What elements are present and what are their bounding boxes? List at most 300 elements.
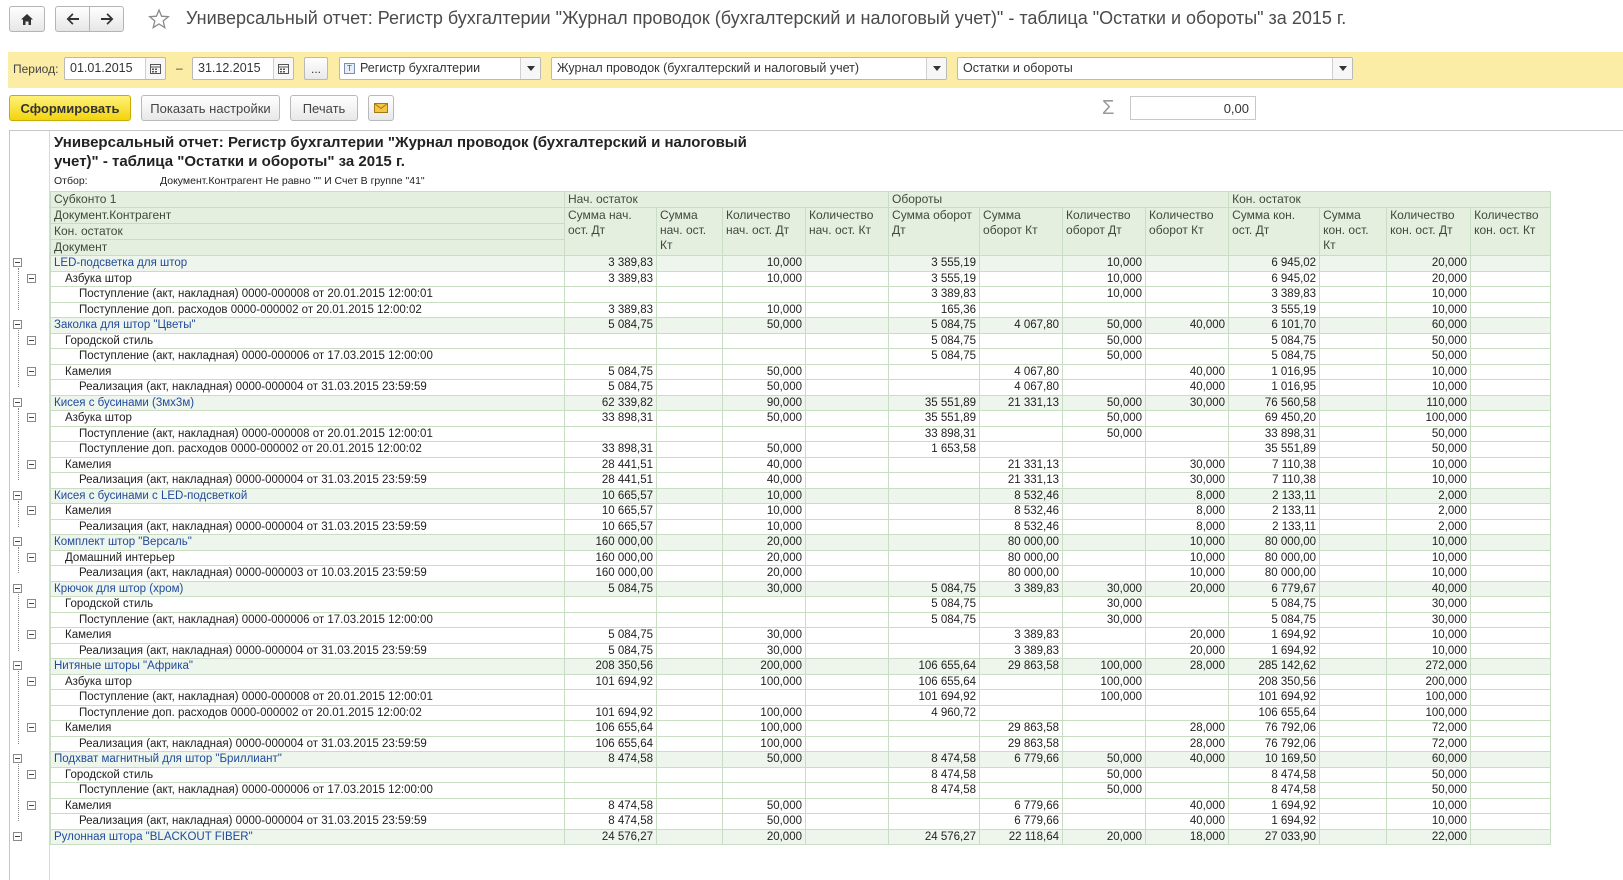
cell-value[interactable] [1471,581,1551,597]
cell-value[interactable] [1146,442,1229,458]
cell-value[interactable]: 6 779,66 [980,752,1063,768]
row-name[interactable]: LED-подсветка для штор [51,256,565,272]
cell-value[interactable]: 10,000 [1063,271,1146,287]
cell-value[interactable] [1471,256,1551,272]
cell-value[interactable]: 3 555,19 [1229,302,1320,318]
cell-value[interactable]: 5 084,75 [565,643,657,659]
cell-value[interactable] [657,550,723,566]
group-row[interactable] [51,581,1551,597]
cell-value[interactable] [657,597,723,613]
cell-value[interactable] [657,535,723,551]
cell-value[interactable] [657,504,723,520]
cell-value[interactable]: 2 133,11 [1229,488,1320,504]
cell-value[interactable] [1063,442,1146,458]
cell-value[interactable] [806,256,889,272]
cell-value[interactable]: 5 084,75 [565,318,657,334]
cell-value[interactable] [806,333,889,349]
row-name[interactable]: Нитяные шторы "Африка" [51,659,565,675]
document-row[interactable] [51,442,1551,458]
cell-value[interactable]: 160 000,00 [565,550,657,566]
cell-value[interactable]: 1 016,95 [1229,380,1320,396]
cell-value[interactable]: 20,000 [723,829,806,845]
cell-value[interactable] [657,705,723,721]
cell-value[interactable] [980,271,1063,287]
cell-value[interactable]: 20,000 [723,566,806,582]
cell-value[interactable]: 10,000 [723,488,806,504]
cell-value[interactable] [657,395,723,411]
cell-value[interactable] [806,721,889,737]
cell-value[interactable]: 10,000 [1063,256,1146,272]
cell-value[interactable] [565,767,657,783]
cell-value[interactable] [1320,535,1387,551]
cell-value[interactable] [1063,488,1146,504]
cell-value[interactable]: 8 532,46 [980,519,1063,535]
cell-value[interactable] [889,814,980,830]
cell-value[interactable]: 40,000 [1387,581,1471,597]
cell-value[interactable]: 20,000 [1146,628,1229,644]
row-name[interactable]: Поступление (акт, накладная) 0000-000006 от 17.03.2015 12:00:00 [51,612,565,628]
group-row[interactable] [51,488,1551,504]
cell-value[interactable] [565,690,657,706]
cell-value[interactable]: 24 576,27 [565,829,657,845]
cell-value[interactable]: 2,000 [1387,519,1471,535]
cell-value[interactable]: 10,000 [1146,550,1229,566]
cell-value[interactable] [1471,767,1551,783]
cell-value[interactable] [1146,597,1229,613]
cell-value[interactable] [980,612,1063,628]
cell-value[interactable]: 76 792,06 [1229,721,1320,737]
cell-value[interactable] [806,783,889,799]
cell-value[interactable]: 10,000 [723,271,806,287]
cell-value[interactable]: 50,000 [1063,752,1146,768]
cell-value[interactable] [657,628,723,644]
cell-value[interactable]: 10,000 [1387,550,1471,566]
cell-value[interactable]: 200,000 [1387,674,1471,690]
row-name[interactable]: Азбука штор [51,271,565,287]
cell-value[interactable]: 165,36 [889,302,980,318]
row-name[interactable]: Домашний интерьер [51,550,565,566]
cell-value[interactable] [1471,736,1551,752]
cell-value[interactable] [1320,380,1387,396]
cell-value[interactable]: 1 694,92 [1229,628,1320,644]
dropdown-icon[interactable] [926,58,946,79]
subgroup-row[interactable] [51,597,1551,613]
cell-value[interactable] [806,581,889,597]
cell-value[interactable] [565,612,657,628]
document-row[interactable] [51,643,1551,659]
cell-value[interactable]: 29 863,58 [980,721,1063,737]
cell-value[interactable]: 50,000 [723,380,806,396]
cell-value[interactable]: 50,000 [1063,333,1146,349]
cell-value[interactable] [1471,349,1551,365]
cell-value[interactable]: 8 474,58 [889,752,980,768]
period-to-field[interactable] [192,57,294,80]
row-name[interactable]: Реализация (акт, накладная) 0000-000003 от 10.03.2015 23:59:59 [51,566,565,582]
cell-value[interactable]: 6 945,02 [1229,256,1320,272]
row-name[interactable]: Азбука штор [51,674,565,690]
cell-value[interactable] [657,442,723,458]
cell-value[interactable]: 20,000 [1146,581,1229,597]
cell-value[interactable]: 28,000 [1146,721,1229,737]
period-from-field[interactable] [64,57,166,80]
cell-value[interactable] [1320,690,1387,706]
cell-value[interactable]: 7 110,38 [1229,473,1320,489]
favorite-star-icon[interactable] [146,6,172,32]
register-select[interactable] [551,57,947,80]
cell-value[interactable]: 10,000 [1387,457,1471,473]
report-area[interactable] [9,130,1623,880]
cell-value[interactable]: 10,000 [1387,287,1471,303]
collapse-toggle-icon[interactable] [13,661,22,670]
cell-value[interactable]: 10,000 [1387,814,1471,830]
cell-value[interactable]: 7 110,38 [1229,457,1320,473]
cell-value[interactable] [806,535,889,551]
cell-value[interactable]: 90,000 [723,395,806,411]
cell-value[interactable] [565,349,657,365]
subgroup-row[interactable] [51,550,1551,566]
cell-value[interactable] [889,566,980,582]
cell-value[interactable]: 50,000 [723,411,806,427]
cell-value[interactable] [806,752,889,768]
cell-value[interactable]: 50,000 [723,752,806,768]
cell-value[interactable] [657,519,723,535]
cell-value[interactable] [889,628,980,644]
row-name[interactable]: Реализация (акт, накладная) 0000-000004 от 31.03.2015 23:59:59 [51,643,565,659]
cell-value[interactable] [980,690,1063,706]
cell-value[interactable]: 76 792,06 [1229,736,1320,752]
cell-value[interactable]: 22,000 [1387,829,1471,845]
cell-value[interactable] [657,721,723,737]
cell-value[interactable]: 4 067,80 [980,364,1063,380]
cell-value[interactable] [723,783,806,799]
cell-value[interactable] [1320,659,1387,675]
cell-value[interactable]: 5 084,75 [1229,597,1320,613]
cell-value[interactable] [1320,287,1387,303]
cell-value[interactable] [1146,612,1229,628]
row-name[interactable]: Реализация (акт, накладная) 0000-000004 от 31.03.2015 23:59:59 [51,380,565,396]
cell-value[interactable] [1146,256,1229,272]
document-row[interactable] [51,302,1551,318]
cell-value[interactable] [657,271,723,287]
cell-value[interactable] [1471,333,1551,349]
cell-value[interactable]: 6 101,70 [1229,318,1320,334]
cell-value[interactable]: 8,000 [1146,488,1229,504]
cell-value[interactable] [1063,705,1146,721]
cell-value[interactable] [806,488,889,504]
cell-value[interactable]: 50,000 [1063,426,1146,442]
cell-value[interactable]: 106 655,64 [889,674,980,690]
cell-value[interactable] [806,628,889,644]
cell-value[interactable] [806,659,889,675]
cell-value[interactable]: 3 555,19 [889,256,980,272]
cell-value[interactable] [657,690,723,706]
cell-value[interactable]: 30,000 [723,628,806,644]
cell-value[interactable] [1471,271,1551,287]
collapse-toggle-icon[interactable] [27,274,36,283]
cell-value[interactable]: 10,000 [723,519,806,535]
cell-value[interactable]: 10,000 [1063,287,1146,303]
show-settings-button[interactable]: Показать настройки [141,95,280,121]
cell-value[interactable]: 50,000 [1063,767,1146,783]
cell-value[interactable] [657,752,723,768]
cell-value[interactable] [1320,829,1387,845]
cell-value[interactable] [1471,721,1551,737]
cell-value[interactable] [1320,767,1387,783]
cell-value[interactable]: 50,000 [1063,318,1146,334]
forward-button[interactable] [89,6,124,32]
subgroup-row[interactable] [51,674,1551,690]
collapse-toggle-icon[interactable] [13,398,22,407]
cell-value[interactable] [806,302,889,318]
cell-value[interactable] [657,426,723,442]
cell-value[interactable]: 30,000 [1387,597,1471,613]
cell-value[interactable]: 106 655,64 [565,736,657,752]
cell-value[interactable]: 100,000 [1063,690,1146,706]
cell-value[interactable]: 40,000 [1146,814,1229,830]
cell-value[interactable] [806,380,889,396]
cell-value[interactable] [889,519,980,535]
cell-value[interactable] [806,705,889,721]
send-email-button[interactable] [368,95,394,121]
cell-value[interactable] [723,612,806,628]
cell-value[interactable] [1320,798,1387,814]
cell-value[interactable] [1471,798,1551,814]
cell-value[interactable] [1320,643,1387,659]
cell-value[interactable] [806,411,889,427]
collapse-toggle-icon[interactable] [13,491,22,500]
cell-value[interactable] [1063,364,1146,380]
cell-value[interactable]: 5 084,75 [889,333,980,349]
cell-value[interactable]: 1 694,92 [1229,798,1320,814]
cell-value[interactable] [889,457,980,473]
cell-value[interactable]: 3 389,83 [980,628,1063,644]
subgroup-row[interactable] [51,721,1551,737]
cell-value[interactable] [806,519,889,535]
cell-value[interactable] [1063,302,1146,318]
cell-value[interactable]: 50,000 [1387,442,1471,458]
cell-value[interactable] [1063,628,1146,644]
cell-value[interactable] [657,767,723,783]
row-name[interactable]: Поступление (акт, накладная) 0000-000006 от 17.03.2015 12:00:00 [51,349,565,365]
cell-value[interactable]: 8 532,46 [980,488,1063,504]
cell-value[interactable]: 50,000 [1063,395,1146,411]
cell-value[interactable] [806,829,889,845]
cell-value[interactable] [980,442,1063,458]
cell-value[interactable] [657,333,723,349]
document-row[interactable] [51,519,1551,535]
cell-value[interactable]: 100,000 [723,721,806,737]
collapse-toggle-icon[interactable] [13,320,22,329]
cell-value[interactable]: 101 694,92 [565,705,657,721]
cell-value[interactable]: 3 389,83 [980,643,1063,659]
cell-value[interactable]: 35 551,89 [889,395,980,411]
cell-value[interactable]: 29 863,58 [980,659,1063,675]
cell-value[interactable] [1471,705,1551,721]
cell-value[interactable]: 5 084,75 [889,612,980,628]
cell-value[interactable] [565,426,657,442]
document-row[interactable] [51,736,1551,752]
cell-value[interactable]: 4 067,80 [980,380,1063,396]
cell-value[interactable] [1320,612,1387,628]
cell-value[interactable]: 21 331,13 [980,473,1063,489]
cell-value[interactable] [980,426,1063,442]
cell-value[interactable]: 72,000 [1387,721,1471,737]
cell-value[interactable]: 8,000 [1146,504,1229,520]
cell-value[interactable]: 30,000 [1146,473,1229,489]
cell-value[interactable]: 30,000 [1146,395,1229,411]
subgroup-row[interactable] [51,411,1551,427]
row-name[interactable]: Поступление (акт, накладная) 0000-000008 от 20.01.2015 12:00:01 [51,287,565,303]
cell-value[interactable] [1063,721,1146,737]
cell-value[interactable] [657,783,723,799]
cell-value[interactable] [806,690,889,706]
cell-value[interactable] [1471,829,1551,845]
collapse-toggle-icon[interactable] [27,460,36,469]
cell-value[interactable]: 21 331,13 [980,457,1063,473]
cell-value[interactable]: 100,000 [723,705,806,721]
row-name[interactable]: Камелия [51,457,565,473]
cell-value[interactable]: 80 000,00 [980,566,1063,582]
cell-value[interactable] [1471,659,1551,675]
cell-value[interactable] [1320,333,1387,349]
cell-value[interactable]: 30,000 [1146,457,1229,473]
cell-value[interactable] [1146,690,1229,706]
collapse-toggle-icon[interactable] [13,754,22,763]
document-row[interactable] [51,690,1551,706]
collapse-toggle-icon[interactable] [27,413,36,422]
cell-value[interactable] [1320,271,1387,287]
cell-value[interactable] [980,674,1063,690]
cell-value[interactable] [1471,674,1551,690]
cell-value[interactable] [1063,504,1146,520]
cell-value[interactable] [565,783,657,799]
cell-value[interactable] [889,535,980,551]
subgroup-row[interactable] [51,457,1551,473]
document-row[interactable] [51,426,1551,442]
cell-value[interactable]: 8 474,58 [565,798,657,814]
cell-value[interactable] [806,550,889,566]
cell-value[interactable]: 60,000 [1387,752,1471,768]
dropdown-icon[interactable] [1332,58,1352,79]
period-select-button[interactable]: ... [304,57,328,80]
cell-value[interactable] [657,488,723,504]
cell-value[interactable] [1146,271,1229,287]
group-row[interactable] [51,659,1551,675]
cell-value[interactable]: 208 350,56 [565,659,657,675]
row-name[interactable]: Реализация (акт, накладная) 0000-000004 от 31.03.2015 23:59:59 [51,736,565,752]
print-button[interactable]: Печать [290,95,358,121]
cell-value[interactable]: 76 560,58 [1229,395,1320,411]
cell-value[interactable] [1471,411,1551,427]
cell-value[interactable]: 40,000 [723,473,806,489]
cell-value[interactable] [1320,473,1387,489]
cell-value[interactable] [657,473,723,489]
row-name[interactable]: Камелия [51,628,565,644]
row-name[interactable]: Рулонная штора "BLACKOUT FIBER" [51,829,565,845]
cell-value[interactable] [980,597,1063,613]
row-name[interactable]: Городской стиль [51,597,565,613]
back-button[interactable] [55,6,90,32]
cell-value[interactable] [1471,550,1551,566]
row-name[interactable]: Кисея с бусинами (3мх3м) [51,395,565,411]
row-name[interactable]: Кисея с бусинами с LED-подсветкой [51,488,565,504]
cell-value[interactable]: 30,000 [1063,597,1146,613]
document-row[interactable] [51,473,1551,489]
source-type-select[interactable] [339,57,541,80]
cell-value[interactable] [657,287,723,303]
cell-value[interactable]: 4 067,80 [980,318,1063,334]
cell-value[interactable]: 8 474,58 [565,814,657,830]
row-name[interactable]: Реализация (акт, накладная) 0000-000004 от 31.03.2015 23:59:59 [51,519,565,535]
subgroup-row[interactable] [51,628,1551,644]
cell-value[interactable] [1471,395,1551,411]
cell-value[interactable] [889,504,980,520]
cell-value[interactable]: 40,000 [1146,752,1229,768]
document-row[interactable] [51,612,1551,628]
row-name[interactable]: Камелия [51,364,565,380]
cell-value[interactable] [1146,333,1229,349]
cell-value[interactable]: 10,000 [1387,535,1471,551]
cell-value[interactable]: 69 450,20 [1229,411,1320,427]
cell-value[interactable] [1320,488,1387,504]
cell-value[interactable] [806,612,889,628]
cell-value[interactable]: 8 474,58 [1229,767,1320,783]
cell-value[interactable]: 5 084,75 [889,597,980,613]
cell-value[interactable] [1471,457,1551,473]
row-name[interactable]: Поступление (акт, накладная) 0000-000006 от 17.03.2015 12:00:00 [51,783,565,799]
table-select[interactable] [957,57,1353,80]
cell-value[interactable]: 110,000 [1387,395,1471,411]
cell-value[interactable] [657,612,723,628]
collapse-toggle-icon[interactable] [13,537,22,546]
cell-value[interactable] [1146,783,1229,799]
cell-value[interactable] [1471,783,1551,799]
cell-value[interactable]: 30,000 [723,581,806,597]
cell-value[interactable] [1320,597,1387,613]
cell-value[interactable] [806,349,889,365]
cell-value[interactable]: 10,000 [1387,628,1471,644]
collapse-toggle-icon[interactable] [27,630,36,639]
cell-value[interactable]: 10 665,57 [565,488,657,504]
cell-value[interactable] [1471,519,1551,535]
cell-value[interactable]: 33 898,31 [889,426,980,442]
row-name[interactable]: Городской стиль [51,333,565,349]
cell-value[interactable] [1146,674,1229,690]
cell-value[interactable]: 208 350,56 [1229,674,1320,690]
cell-value[interactable] [1320,395,1387,411]
cell-value[interactable]: 10,000 [1387,643,1471,659]
cell-value[interactable]: 1 694,92 [1229,814,1320,830]
cell-value[interactable]: 5 084,75 [565,380,657,396]
cell-value[interactable]: 30,000 [723,643,806,659]
cell-value[interactable] [1471,488,1551,504]
cell-value[interactable] [723,349,806,365]
cell-value[interactable]: 10,000 [1146,566,1229,582]
cell-value[interactable] [1063,535,1146,551]
cell-value[interactable] [657,643,723,659]
cell-value[interactable] [806,426,889,442]
cell-value[interactable] [889,550,980,566]
cell-value[interactable]: 3 389,83 [889,287,980,303]
cell-value[interactable]: 5 084,75 [1229,349,1320,365]
cell-value[interactable]: 8 532,46 [980,504,1063,520]
cell-value[interactable]: 6 779,66 [980,798,1063,814]
document-row[interactable] [51,287,1551,303]
cell-value[interactable] [889,364,980,380]
cell-value[interactable]: 50,000 [1387,767,1471,783]
cell-value[interactable] [657,256,723,272]
cell-value[interactable]: 160 000,00 [565,535,657,551]
